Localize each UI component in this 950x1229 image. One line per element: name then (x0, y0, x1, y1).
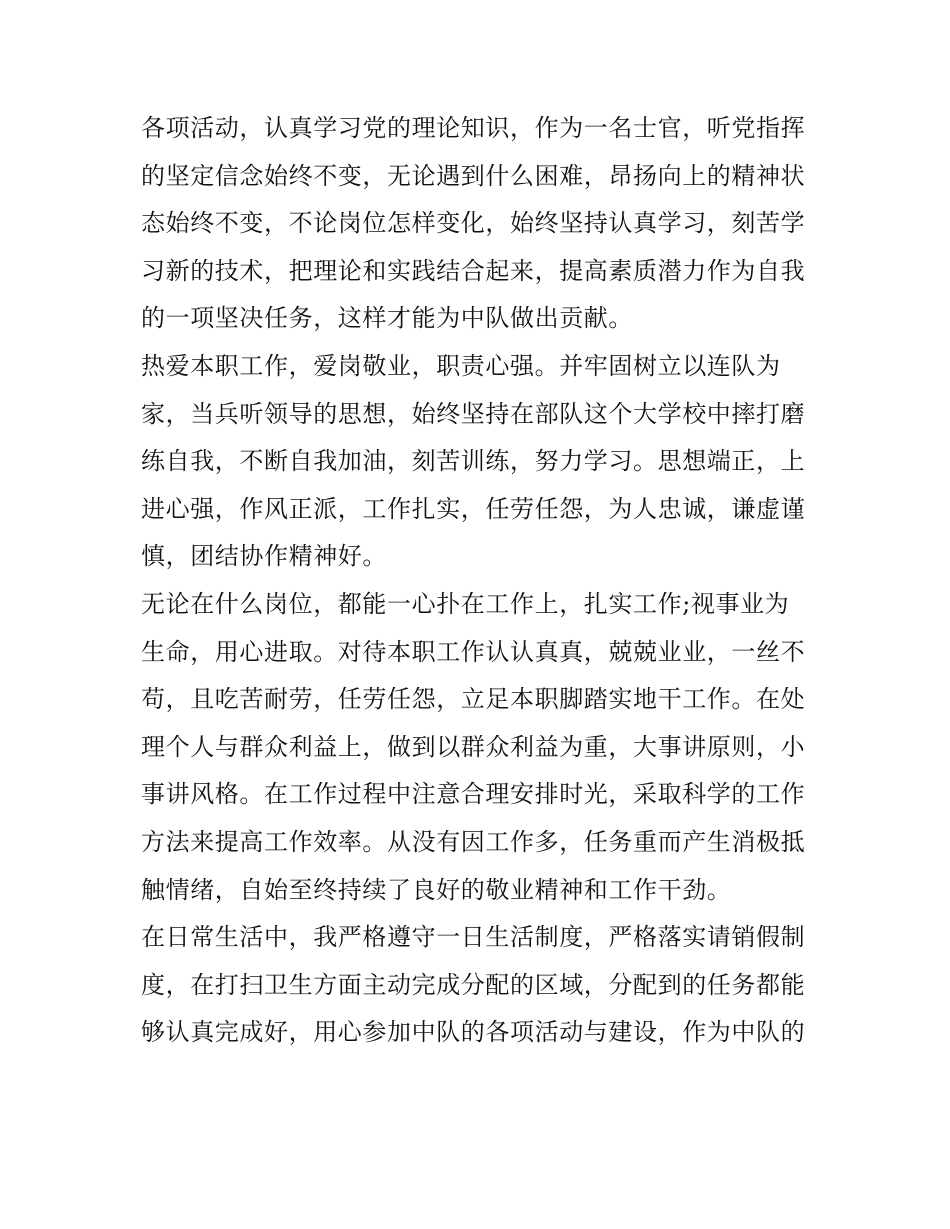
text-line: 在日常生活中，我严格遵守一日生活制度，严格落实请销假制 (141, 923, 806, 952)
text-line: 的坚定信念始终不变，无论遇到什么困难，昂扬向上的精神状 (141, 161, 806, 190)
text-line: 习新的技术，把理论和实践结合起来，提高素质潜力作为自我 (141, 256, 806, 285)
text-line: 慎，团结协作精神好。 (141, 542, 387, 571)
text-line: 练自我，不断自我加油，刻苦训练，努力学习。思想端正，上 (141, 447, 806, 476)
text-line: 态始终不变，不论岗位怎样变化，始终坚持认真学习，刻苦学 (141, 209, 806, 238)
text-line: 热爱本职工作，爱岗敬业，职责心强。并牢固树立以连队为 (141, 351, 781, 380)
text-line: 各项活动，认真学习党的理论知识，作为一名士官，听党指挥 (141, 114, 806, 142)
text-line: 生命，用心进取。对待本职工作认认真真，兢兢业业，一丝不 (141, 637, 806, 666)
document-body (141, 105, 821, 1057)
text-line: 的一项坚决任务，这样才能为中队做出贡献。 (141, 304, 633, 333)
text-line: 方法来提高工作效率。从没有因工作多，任务重而产生消极抵 (141, 827, 806, 856)
text-line: 触情绪，自始至终持续了良好的敬业精神和工作干劲。 (141, 875, 732, 904)
text-line: 理个人与群众利益上，做到以群众利益为重，大事讲原则，小 (141, 732, 806, 761)
text-line: 事讲风格。在工作过程中注意合理安排时光，采取科学的工作 (141, 780, 806, 809)
text-line: 度，在打扫卫生方面主动完成分配的区域，分配到的任务都能 (141, 970, 806, 999)
text-line: 苟，且吃苦耐劳，任劳任怨，立足本职脚踏实地干工作。在处 (141, 685, 806, 714)
text-line: 家，当兵听领导的思想，始终坚持在部队这个大学校中摔打磨 (141, 399, 806, 428)
text-line: 够认真完成好，用心参加中队的各项活动与建设，作为中队的 (141, 1018, 806, 1047)
text-line: 无论在什么岗位，都能一心扑在工作上，扎实工作;视事业为 (141, 589, 790, 618)
text-line: 进心强，作风正派，工作扎实，任劳任怨，为人忠诚，谦虚谨 (141, 494, 806, 523)
